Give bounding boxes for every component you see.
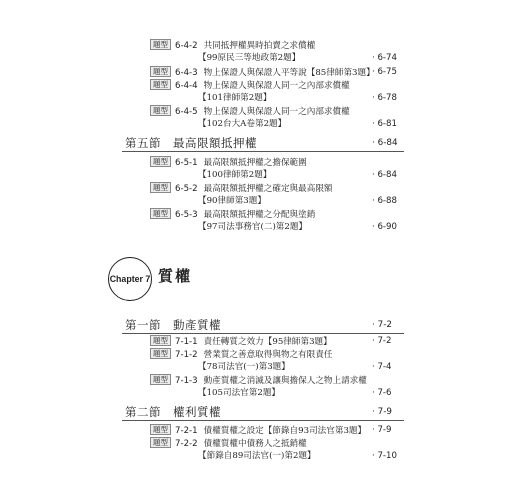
toc-entry[interactable] bbox=[150, 182, 333, 195]
toc-entry[interactable] bbox=[150, 208, 315, 221]
type-tag: 題型 bbox=[150, 156, 171, 167]
toc-entry[interactable] bbox=[150, 105, 350, 118]
entry-number: 7-1-3 bbox=[175, 376, 198, 386]
entry-title: 責任轉質之效力【95律師第3題】 bbox=[203, 337, 332, 347]
section-page-number: · 7-9 bbox=[372, 407, 392, 417]
page-number: · 6-78 bbox=[372, 93, 397, 103]
toc-entry[interactable] bbox=[150, 39, 315, 52]
type-tag: 題型 bbox=[150, 208, 171, 219]
page-number: · 6-81 bbox=[372, 119, 397, 129]
section-heading[interactable]: 第二節 權利質權 bbox=[125, 405, 221, 419]
entry-title: 物上保證人與保證人同一之內部求償權 bbox=[203, 81, 350, 91]
toc-entry[interactable] bbox=[150, 348, 333, 361]
entry-title: 共同抵押權異時拍賣之求償權 bbox=[203, 41, 316, 51]
page-number: · 6-90 bbox=[372, 222, 397, 232]
entry-number: 6-4-3 bbox=[175, 68, 198, 78]
entry-title: 最高限額抵押權之擔保範圍 bbox=[203, 158, 307, 168]
entry-title: 物上保證人與保證人同一之內部求償權 bbox=[203, 107, 350, 117]
page-number: · 6-84 bbox=[372, 170, 397, 180]
type-tag: 題型 bbox=[150, 39, 171, 50]
entry-citation: 【節錄自89司法官(一)第2題】 bbox=[198, 451, 316, 461]
entry-number: 7-1-2 bbox=[175, 350, 198, 360]
entry-citation: 【101律師第2題】 bbox=[198, 93, 272, 103]
entry-title: 債權質權中債務人之抵銷權 bbox=[203, 439, 307, 449]
toc-entry[interactable] bbox=[150, 374, 367, 387]
type-tag: 題型 bbox=[150, 105, 171, 116]
chapter-title[interactable]: 質權 bbox=[158, 267, 193, 285]
entry-title: 物上保證人與保證人平等說【85律師第3題】 bbox=[203, 68, 375, 78]
entry-number: 6-4-2 bbox=[175, 41, 198, 51]
page-number: · 6-88 bbox=[372, 196, 397, 206]
page-number: · 7-10 bbox=[372, 451, 397, 461]
section-divider bbox=[122, 333, 404, 334]
entry-number: 6-4-5 bbox=[175, 107, 198, 117]
type-tag: 題型 bbox=[150, 374, 171, 385]
entry-citation: 【97司法事務官(二)第2題】 bbox=[198, 222, 308, 232]
section-heading[interactable]: 第一節 動產質權 bbox=[125, 318, 221, 332]
toc-entry[interactable] bbox=[150, 437, 307, 450]
section-divider bbox=[122, 151, 404, 152]
entry-title: 最高限額抵押權之分配與塗銷 bbox=[203, 210, 316, 220]
type-tag: 題型 bbox=[150, 66, 171, 77]
entry-number: 7-2-1 bbox=[175, 426, 198, 436]
section-divider bbox=[122, 420, 404, 421]
entry-number: 7-2-2 bbox=[175, 439, 198, 449]
entry-number: 6-5-3 bbox=[175, 210, 198, 220]
entry-number: 6-5-1 bbox=[175, 158, 198, 168]
entry-number: 7-1-1 bbox=[175, 337, 198, 347]
type-tag: 題型 bbox=[150, 335, 171, 346]
entry-title: 債權質權之設定【節錄自93司法官第3題】 bbox=[203, 426, 367, 436]
toc-entry[interactable] bbox=[150, 424, 366, 437]
page-number: · 7-2 bbox=[372, 336, 392, 346]
entry-title: 最高限額抵押權之確定與最高限額 bbox=[203, 184, 333, 194]
type-tag: 題型 bbox=[150, 182, 171, 193]
entry-number: 6-5-2 bbox=[175, 184, 198, 194]
page-number: · 7-4 bbox=[372, 362, 392, 372]
page-number: · 6-74 bbox=[372, 53, 397, 63]
toc-entry[interactable] bbox=[150, 335, 332, 348]
page-number: · 6-75 bbox=[372, 67, 397, 77]
type-tag: 題型 bbox=[150, 424, 171, 435]
entry-citation: 【99原民三等地政第2題】 bbox=[198, 53, 301, 63]
section-heading[interactable]: 第五節 最高限額抵押權 bbox=[125, 136, 257, 150]
type-tag: 題型 bbox=[150, 79, 171, 90]
entry-citation: 【102台大A卷第2題】 bbox=[198, 119, 287, 129]
type-tag: 題型 bbox=[150, 348, 171, 359]
entry-title: 動產質權之消滅及讓與擔保人之物上請求權 bbox=[203, 376, 367, 386]
entry-citation: 【90律師第3題】 bbox=[198, 196, 266, 206]
entry-number: 6-4-4 bbox=[175, 81, 198, 91]
entry-citation: 【105司法官第2題】 bbox=[198, 388, 281, 398]
chapter-badge: Chapter 7 bbox=[108, 257, 152, 301]
entry-citation: 【100律師第2題】 bbox=[198, 170, 272, 180]
toc-entry[interactable] bbox=[150, 79, 350, 92]
toc-entry[interactable] bbox=[150, 156, 307, 169]
section-page-number: · 6-84 bbox=[372, 138, 398, 148]
entry-title: 營業質之善意取得與物之有限責任 bbox=[203, 350, 333, 360]
section-page-number: · 7-2 bbox=[372, 320, 392, 330]
toc-entry[interactable] bbox=[150, 66, 375, 79]
entry-citation: 【78司法官(一)第3題】 bbox=[198, 362, 290, 372]
page-number: · 7-9 bbox=[372, 425, 392, 435]
type-tag: 題型 bbox=[150, 437, 171, 448]
page-number: · 7-6 bbox=[372, 388, 392, 398]
